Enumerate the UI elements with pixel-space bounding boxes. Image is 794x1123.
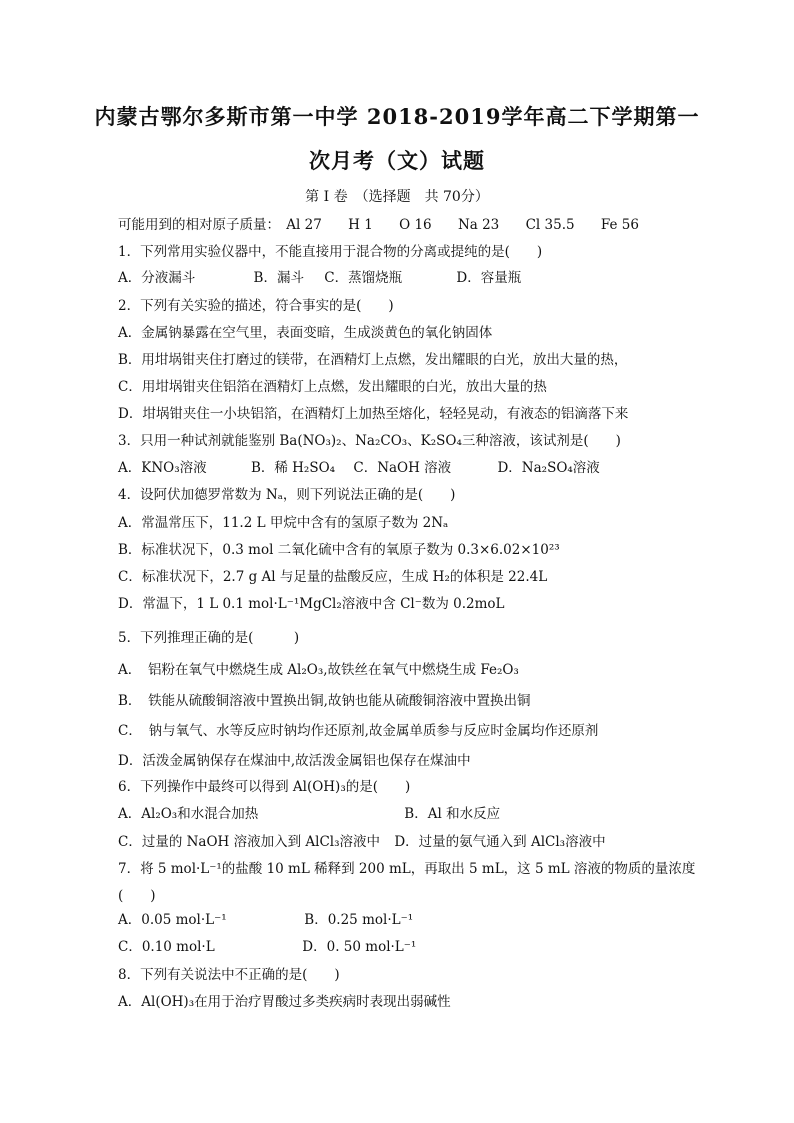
option-a: A．常温常压下，11.2 L 甲烷中含有的氢原子数为 2Nₐ bbox=[118, 515, 449, 531]
atomic-mass-item: O 16 bbox=[399, 217, 432, 233]
option-c: C．用坩埚钳夹住铝箔在酒精灯上点燃，发出耀眼的白光，放出大量的热 bbox=[118, 379, 547, 395]
option-d: D．Na₂SO₄溶液 bbox=[497, 460, 600, 476]
option-a: A．金属钠暴露在空气里，表面变暗，生成淡黄色的氧化钠固体 bbox=[118, 325, 493, 341]
option-c: C．过量的 NaOH 溶液加入到 AlCl₃溶液中 bbox=[118, 834, 381, 850]
option-a: A．Al₂O₃和水混合加热 bbox=[118, 806, 259, 822]
option-b: B． 铁能从硫酸铜溶液中置换出铜,故钠也能从硫酸铜溶液中置换出铜 bbox=[118, 693, 531, 709]
question-7-stem-cont: ( ) bbox=[118, 888, 156, 904]
option-c: C．蒸馏烧瓶 bbox=[324, 270, 403, 286]
option-a: A．0.05 mol·L⁻¹ bbox=[118, 912, 227, 928]
option-d: D．0. 50 mol·L⁻¹ bbox=[302, 939, 417, 955]
option-a: A．Al(OH)₃在用于治疗胃酸过多类疾病时表现出弱碱性 bbox=[118, 994, 451, 1010]
exam-title-line-1: 内蒙古鄂尔多斯市第一中学 2018-2019学年高二下学期第一 bbox=[94, 104, 700, 129]
option-a: A． 铝粉在氧气中燃烧生成 Al₂O₃,故铁丝在氧气中燃烧生成 Fe₂O₃ bbox=[118, 662, 519, 678]
exam-title-line-2: 次月考（文）试题 bbox=[309, 148, 485, 173]
atomic-masses bbox=[118, 219, 738, 233]
option-c: C．0.10 mol·L bbox=[118, 939, 215, 955]
section-heading: 第 I 卷 （选择题 共 70分） bbox=[305, 189, 489, 205]
question-6-stem: 6．下列操作中最终可以得到 Al(OH)₃的是( ) bbox=[118, 779, 411, 795]
option-b: B．标准状况下，0.3 mol 二氧化硫中含有的氧原子数为 0.3×6.02×10²³ bbox=[118, 542, 560, 558]
option-c: C．NaOH 溶液 bbox=[353, 460, 452, 476]
question-6-options-ab bbox=[118, 808, 738, 822]
option-b: B．Al 和水反应 bbox=[404, 806, 501, 822]
question-7-stem: 7．将 5 mol·L⁻¹的盐酸 10 mL 稀释到 200 mL，再取出 5 mL，这 5 mL 溶液的物质的量浓度 bbox=[118, 861, 696, 877]
atomic-mass-item: Cl 35.5 bbox=[525, 217, 575, 233]
atomic-mass-item: Fe 56 bbox=[600, 217, 639, 233]
question-6-options-cd bbox=[118, 836, 738, 850]
option-d: D．容量瓶 bbox=[456, 270, 522, 286]
option-b: B．0.25 mol·L⁻¹ bbox=[304, 912, 414, 928]
question-7-options-cd bbox=[118, 941, 738, 955]
option-a: A．分液漏斗 bbox=[118, 270, 196, 286]
option-b: B．稀 H₂SO₄ bbox=[250, 460, 336, 476]
atomic-mass-item: Na 23 bbox=[457, 217, 500, 233]
question-5-stem: 5．下列推理正确的是( ) bbox=[118, 630, 300, 646]
question-3-options bbox=[118, 462, 738, 476]
atomic-masses-label: 可能用到的相对原子质量： bbox=[118, 217, 280, 233]
question-8-stem: 8．下列有关说法中不正确的是( ) bbox=[118, 967, 340, 983]
option-c: C．标准状况下，2.7 g Al 与足量的盐酸反应，生成 H₂的体积是 22.4L bbox=[118, 569, 548, 585]
option-b: B．用坩埚钳夹住打磨过的镁带，在酒精灯上点燃，发出耀眼的白光，放出大量的热， bbox=[118, 352, 628, 368]
option-d: D．坩埚钳夹住一小块铝箔，在酒精灯上加热至熔化，轻轻晃动，有液态的铝滴落下来 bbox=[118, 406, 629, 422]
question-1-stem: 1．下列常用实验仪器中，不能直接用于混合物的分离或提纯的是( ) bbox=[118, 244, 543, 260]
atomic-mass-item: H 1 bbox=[348, 217, 373, 233]
question-4-stem: 4．设阿伏加德罗常数为 Nₐ，则下列说法正确的是( ) bbox=[118, 487, 456, 503]
question-1-options bbox=[118, 272, 738, 286]
option-c: C． 钠与氧气、水等反应时钠均作还原剂,故金属单质参与反应时金属均作还原剂 bbox=[118, 723, 599, 739]
option-d: D．活泼金属钠保存在煤油中,故活泼金属铝也保存在煤油中 bbox=[118, 753, 471, 769]
option-d: D．过量的氨气通入到 AlCl₃溶液中 bbox=[394, 834, 606, 850]
option-a: A．KNO₃溶液 bbox=[118, 460, 207, 476]
option-d: D．常温下，1 L 0.1 mol·L⁻¹MgCl₂溶液中含 Cl⁻数为 0.2moL bbox=[118, 596, 505, 612]
question-7-options-ab bbox=[118, 914, 738, 928]
option-b: B．漏斗 bbox=[253, 270, 304, 286]
question-3-stem: 3．只用一种试剂就能鉴别 Ba(NO₃)₂、Na₂CO₃、K₂SO₄三种溶液，该试剂是( ) bbox=[118, 433, 621, 449]
atomic-mass-item: Al 27 bbox=[286, 217, 322, 233]
question-2-stem: 2．下列有关实验的描述，符合事实的是( ) bbox=[118, 298, 394, 314]
